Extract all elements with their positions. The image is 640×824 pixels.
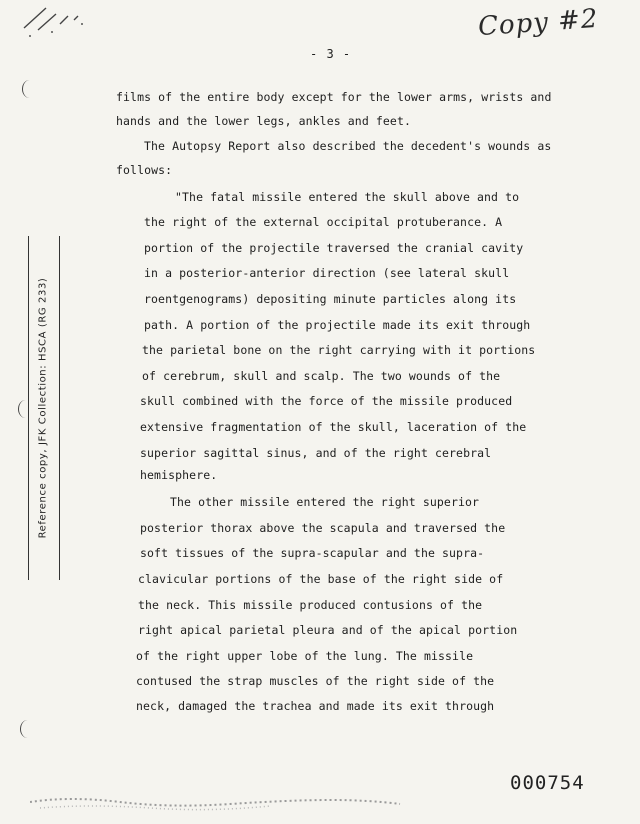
text-line: films of the entire body except for the lower arms, wrists and (116, 90, 552, 104)
text-line: clavicular portions of the base of the right side of (138, 572, 504, 586)
text-line: right apical parietal pleura and of the apical portion (138, 623, 518, 637)
text-line: soft tissues of the supra-scapular and the supra- (140, 546, 485, 560)
text-line: the parietal bone on the right carrying with it portions (142, 343, 536, 357)
reference-stamp-text: Reference copy, JFK Collection: HSCA (RG 233) (37, 277, 49, 539)
text-line: roentgenograms) depositing minute particles along its (144, 292, 517, 306)
text-line: of the right upper lobe of the lung. The missile (136, 649, 474, 663)
text-line: the right of the external occipital protuberance. A (144, 215, 503, 229)
text-line: The other missile entered the right superior (170, 495, 480, 509)
text-line: hemisphere. (140, 468, 218, 482)
text-line: portion of the projectile traversed the cranial cavity (144, 241, 524, 255)
text-line: extensive fragmentation of the skull, laceration of the (140, 420, 527, 434)
text-line: neck, damaged the trachea and made its exit through (136, 699, 495, 713)
text-line: posterior thorax above the scapula and traversed the (140, 521, 506, 535)
text-line: The Autopsy Report also described the decedent's wounds as (144, 139, 552, 153)
scan-smudge-icon (30, 790, 410, 814)
text-line: in a posterior-anterior direction (see lateral skull (144, 266, 510, 280)
text-line: contused the strap muscles of the right side of the (136, 674, 495, 688)
text-line: path. A portion of the projectile made its exit through (144, 318, 531, 332)
page-number: - 3 - (310, 47, 352, 61)
binder-hole-mark-icon (20, 720, 35, 738)
text-line: "The fatal missile entered the skull above and to (175, 190, 520, 204)
document-number: 000754 (510, 772, 585, 794)
text-line: skull combined with the force of the missile produced (140, 394, 513, 408)
text-line: superior sagittal sinus, and of the right cerebral (140, 446, 492, 460)
text-line: the neck. This missile produced contusions of the (138, 598, 483, 612)
scan-mark-icon (16, 2, 96, 42)
binder-hole-mark-icon (22, 80, 37, 98)
handwritten-note: Copy #2 (477, 3, 600, 43)
text-line: hands and the lower legs, ankles and feet. (116, 114, 411, 128)
text-line: of cerebrum, skull and scalp. The two wounds of the (142, 369, 501, 383)
text-line: follows: (116, 163, 173, 177)
binder-hole-mark-icon (18, 400, 33, 418)
